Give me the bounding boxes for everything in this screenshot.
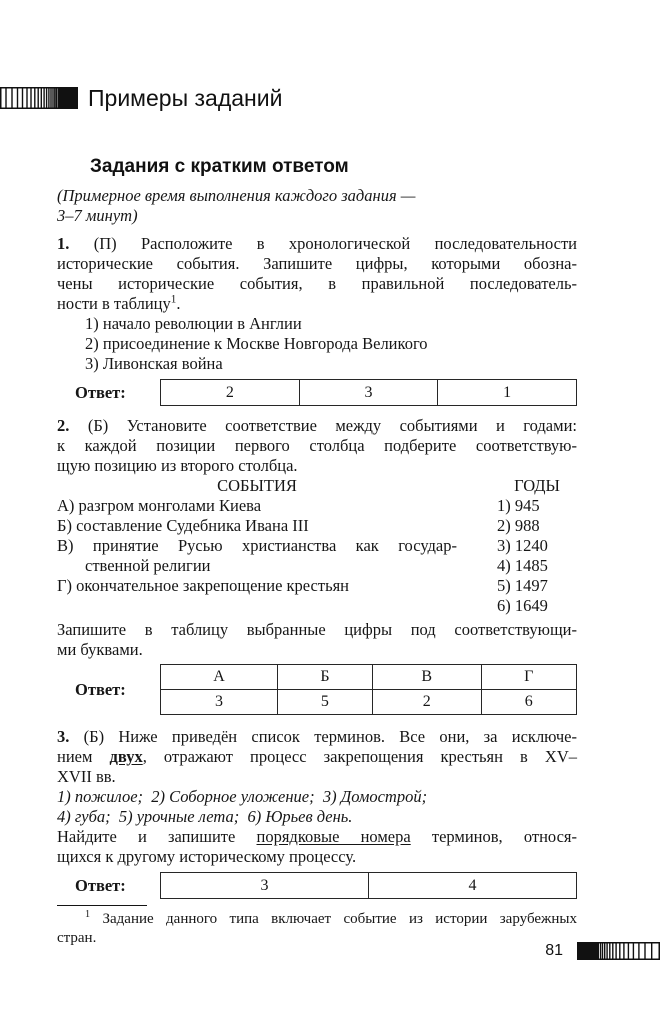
task3-text: терминов, относя- bbox=[410, 827, 577, 846]
task2-instruction-line: ми буквами. bbox=[57, 640, 143, 659]
answer-cell: 3 bbox=[299, 380, 438, 406]
match-column-headers bbox=[57, 476, 577, 496]
task2-instruction-line: Запишите в таблицу выбранные цифры под соответствующи- bbox=[57, 620, 577, 639]
task2-text: (Б) Установите соответствие между событиями и годами: bbox=[69, 416, 577, 435]
footnote-text-part: Задание данного типа включает событие из истории зарубежных bbox=[102, 911, 577, 927]
task1-option: 3) Ливонская война bbox=[85, 354, 223, 373]
task1-text: (П) Расположите в хронологической последовательности bbox=[69, 234, 577, 253]
task3-line: XVII вв. bbox=[57, 767, 116, 786]
task3-underlined: порядковые номера bbox=[256, 827, 411, 846]
task1-option: 1) начало революции в Англии bbox=[85, 314, 302, 333]
event-item-continuation: ственной религии bbox=[85, 556, 211, 575]
match-columns bbox=[57, 496, 577, 616]
year-item: 2) 988 bbox=[497, 516, 540, 535]
time-note-line: 3–7 минут) bbox=[57, 206, 138, 225]
task3-line bbox=[57, 727, 577, 747]
page-header bbox=[0, 86, 660, 110]
footnote bbox=[57, 905, 577, 948]
task2-line: щую позицию из второго столбца. bbox=[57, 456, 298, 475]
task3-terms bbox=[57, 787, 577, 827]
answer-cell: 4 bbox=[369, 873, 577, 899]
task1-number: 1. bbox=[57, 234, 70, 253]
footer-stripes-icon bbox=[577, 942, 660, 960]
years-header: ГОДЫ bbox=[514, 476, 560, 495]
page-content bbox=[57, 186, 577, 948]
answer-label: Ответ: bbox=[75, 875, 126, 895]
event-item: В) принятие Русью христианства как государ- bbox=[57, 536, 457, 555]
answer-cell: 5 bbox=[277, 690, 372, 715]
answer-cell: 2 bbox=[161, 380, 300, 406]
task2-instruction bbox=[57, 620, 577, 660]
task3-find-line bbox=[57, 827, 577, 847]
page-title: Примеры заданий bbox=[88, 85, 283, 111]
footnote-line bbox=[57, 910, 577, 929]
answer-letter-cell: А bbox=[161, 665, 278, 690]
year-item: 1) 945 bbox=[497, 496, 540, 515]
task2-line bbox=[57, 416, 577, 436]
year-item: 4) 1485 bbox=[497, 556, 548, 575]
task3-line bbox=[57, 747, 577, 767]
task1-line bbox=[57, 234, 577, 254]
task3-emphasis: двух bbox=[109, 747, 143, 766]
task1-answer-table bbox=[160, 379, 577, 406]
section-heading: Задания с кратким ответом bbox=[90, 156, 349, 177]
task1-option: 2) присоединение к Москве Новгорода Великого bbox=[85, 334, 428, 353]
task2-paragraph bbox=[57, 416, 577, 476]
task3-text: Найдите и запишите bbox=[57, 827, 257, 846]
task3-text: (Б) Ниже приведён список терминов. Все они, за исключе- bbox=[69, 727, 577, 746]
answer-cell: 3 bbox=[161, 873, 369, 899]
answer-cell: 2 bbox=[372, 690, 481, 715]
answer-letter-cell: Б bbox=[277, 665, 372, 690]
year-item: 5) 1497 bbox=[497, 576, 548, 595]
task2-answer-table bbox=[160, 664, 577, 715]
task3-text: нием bbox=[57, 747, 110, 766]
page-footer bbox=[545, 941, 660, 961]
time-note-line: (Примерное время выполнения каждого задания — bbox=[57, 186, 416, 205]
header-stripes-icon bbox=[0, 87, 78, 109]
event-item: А) разгром монголами Киева bbox=[57, 496, 262, 515]
task3-find-line: щихся к другому историческому процессу. bbox=[57, 847, 357, 866]
task1-line bbox=[57, 294, 577, 314]
task2-number: 2. bbox=[57, 416, 70, 435]
task3-text: , отражают процесс закрепощения крестьян в XV– bbox=[142, 747, 577, 766]
years-column bbox=[497, 496, 577, 616]
events-column bbox=[57, 496, 497, 616]
terms-line: 1) пожилое; 2) Соборное уложение; 3) Домострой; bbox=[57, 787, 428, 806]
task3-answer-table bbox=[160, 872, 577, 899]
task3-paragraph bbox=[57, 727, 577, 787]
footnote-text bbox=[57, 910, 577, 948]
answer-cell: 6 bbox=[481, 690, 576, 715]
footnote-rule bbox=[57, 905, 147, 906]
event-item: Г) окончательное закрепощение крестьян bbox=[57, 576, 350, 595]
terms-line: 4) губа; 5) урочные лета; 6) Юрьев день. bbox=[57, 807, 353, 826]
task1-options bbox=[57, 314, 577, 374]
answer-label: Ответ: bbox=[75, 679, 126, 699]
footnote-marker: 1 bbox=[85, 909, 91, 920]
year-item: 3) 1240 bbox=[497, 536, 548, 555]
task2-answer-row bbox=[75, 664, 577, 715]
answer-letter-cell: В bbox=[372, 665, 481, 690]
task1-line: исторические события. Запишите цифры, которыми обозна- bbox=[57, 254, 577, 273]
time-note bbox=[57, 186, 577, 226]
task3-number: 3. bbox=[57, 727, 70, 746]
task1-text: . bbox=[176, 294, 181, 313]
task1-answer-row bbox=[75, 379, 577, 406]
task1-paragraph bbox=[57, 234, 577, 314]
footnote-ref: 1 bbox=[170, 293, 177, 306]
page-number: 81 bbox=[545, 942, 563, 959]
task1-line: чены исторические события, в правильной последователь- bbox=[57, 274, 577, 293]
year-item: 6) 1649 bbox=[497, 596, 548, 615]
task1-text: ности в таблицу bbox=[57, 294, 171, 313]
answer-cell: 3 bbox=[161, 690, 278, 715]
events-header: СОБЫТИЯ bbox=[217, 476, 297, 495]
event-item: Б) составление Судебника Ивана III bbox=[57, 516, 309, 535]
task2-line: к каждой позиции первого столбца подберите соответствую- bbox=[57, 436, 577, 455]
answer-label: Ответ: bbox=[75, 382, 126, 402]
answer-letter-cell: Г bbox=[481, 665, 576, 690]
task3-find bbox=[57, 827, 577, 867]
footnote-line: стран. bbox=[57, 930, 97, 946]
task3-answer-row bbox=[75, 872, 577, 899]
answer-cell: 1 bbox=[438, 380, 577, 406]
